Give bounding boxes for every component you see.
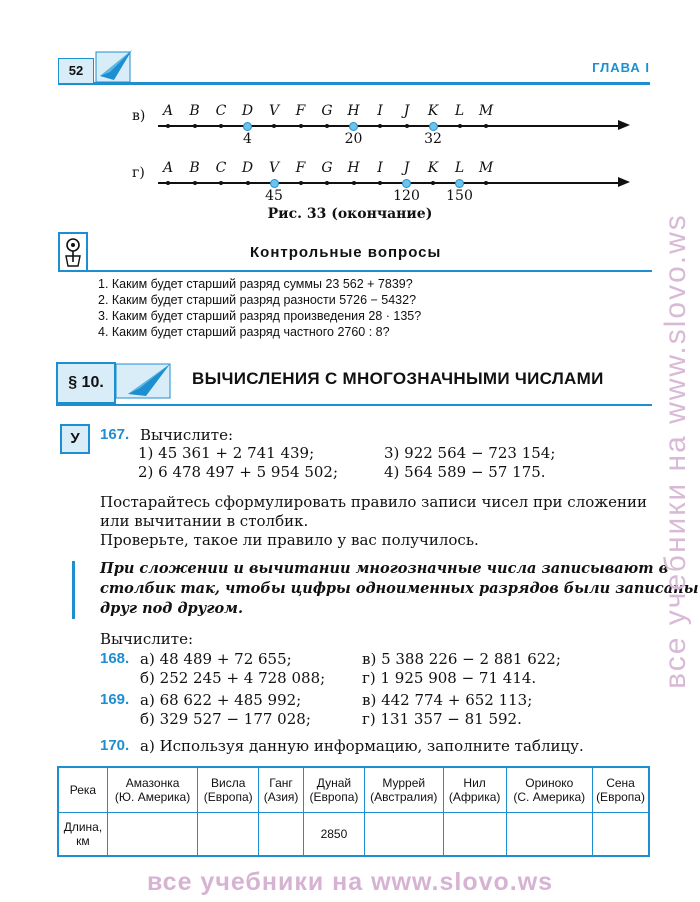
- river-name: Дунай: [316, 775, 352, 790]
- watermark-side: все учебники на www.slovo.ws: [659, 213, 692, 689]
- exercise-167-item: 1) 45 361 + 2 741 439;: [138, 444, 315, 462]
- number-line-point: [352, 181, 356, 185]
- paper-plane-icon: [114, 362, 174, 400]
- river-region: (Европа): [203, 789, 253, 804]
- compute-label: Вычислите:: [100, 630, 194, 648]
- number-line-letter: F: [295, 103, 306, 119]
- number-line-point: [378, 124, 382, 128]
- number-line-letter: M: [478, 160, 494, 176]
- number-line-point: [193, 181, 197, 185]
- number-line-point: [325, 124, 329, 128]
- river-region: (Африка): [448, 789, 501, 804]
- river-region: (Ю. Америка): [114, 789, 191, 804]
- question-1: 1. Каким будет старший разряд суммы 23 562 + 7839?: [98, 277, 413, 291]
- exercise-168-item: в) 5 388 226 − 2 881 622;: [362, 650, 561, 668]
- river-region: (Европа): [309, 789, 359, 804]
- paragraph-line: Постарайтесь сформулировать правило записи чисел при сложении: [100, 493, 647, 511]
- paragraph-line: или вычитании в столбик.: [100, 512, 309, 530]
- number-line-point: [458, 124, 462, 128]
- table-cell: [58, 767, 107, 812]
- page-number: 52: [58, 58, 94, 84]
- marked-point: [270, 179, 279, 188]
- number-line-label: в): [132, 108, 146, 124]
- paragraph-line: Проверьте, такое ли правило у вас получилось.: [100, 531, 479, 549]
- river-name: Муррей: [382, 775, 426, 790]
- number-line-letter: I: [377, 103, 383, 119]
- number-line-letter: A: [162, 160, 174, 176]
- exercise-167-item: 2) 6 478 497 + 5 954 502;: [138, 463, 339, 481]
- exercise-169-item: в) 442 774 + 652 113;: [362, 691, 533, 709]
- rivers-table: [57, 766, 650, 857]
- river-name: Амазонка: [125, 775, 180, 790]
- number-line-letter: J: [403, 160, 410, 176]
- number-line-letter: G: [321, 160, 333, 176]
- number-line-axis: [158, 182, 620, 184]
- question-2: 2. Каким будет старший разряд разности 5726 − 5432?: [98, 293, 417, 307]
- number-line-letter: H: [347, 103, 360, 119]
- exercise-167-intro: Вычислите:: [140, 426, 234, 444]
- rule-marker: [72, 561, 75, 619]
- table-cell: [259, 767, 304, 812]
- river-region: (Азия): [263, 789, 299, 804]
- exercise-168-item: б) 252 245 + 4 728 088;: [140, 669, 326, 687]
- section-title: ВЫЧИСЛЕНИЯ С МНОГОЗНАЧНЫМИ ЧИСЛАМИ: [192, 369, 604, 388]
- exercise-168-item: г) 1 925 908 − 71 414.: [362, 669, 537, 687]
- marked-point: [402, 179, 411, 188]
- number-line-point: [431, 181, 435, 185]
- exercise-167-item: 4) 564 589 − 57 175.: [384, 463, 546, 481]
- number-line-point: [378, 181, 382, 185]
- number-line-letter: H: [347, 160, 360, 176]
- marked-point: [243, 122, 252, 131]
- number-line-label: г): [132, 165, 145, 181]
- number-line-point: [325, 181, 329, 185]
- number-line-letter: D: [241, 103, 254, 119]
- table-cell: [107, 812, 197, 856]
- number-line-point: [193, 124, 197, 128]
- table-cell: [443, 767, 506, 812]
- number-line-letter: C: [215, 103, 227, 119]
- exercise-169-number: 169.: [100, 691, 130, 708]
- table-cell: [506, 812, 592, 856]
- river-region: (С. Америка): [513, 789, 586, 804]
- number-line-point: [219, 124, 223, 128]
- table-cell: [364, 812, 443, 856]
- number-line-point: [246, 181, 250, 185]
- rule-line: столбик так, чтобы цифры одноименных разрядов были записаны: [100, 580, 699, 597]
- number-line-letter: V: [268, 160, 280, 176]
- number-line-point: [405, 124, 409, 128]
- section-number: § 10.: [56, 362, 116, 404]
- number-line-letter: B: [189, 160, 200, 176]
- number-line-point: [484, 124, 488, 128]
- marked-point: [349, 122, 358, 131]
- row-label: Река: [69, 782, 97, 797]
- number-line-letter: A: [162, 103, 174, 119]
- number-line-letter: V: [268, 103, 280, 119]
- table-row: [58, 767, 649, 812]
- questions-divider: [86, 270, 652, 272]
- number-line-letter: K: [427, 160, 439, 176]
- number-line-point: [166, 124, 170, 128]
- number-line-letter: G: [321, 103, 333, 119]
- table-cell: [304, 767, 365, 812]
- point-value: 4: [243, 131, 252, 147]
- number-line-letter: C: [215, 160, 227, 176]
- number-line-arrow: [618, 177, 630, 187]
- marked-point: [455, 179, 464, 188]
- exercise-169-item: г) 131 357 − 81 592.: [362, 710, 522, 728]
- chapter-label: ГЛАВА I: [592, 60, 650, 75]
- table-cell: [198, 812, 259, 856]
- number-line-letter: L: [454, 103, 465, 119]
- row-label: км: [76, 833, 90, 848]
- table-cell: [593, 767, 649, 812]
- point-value: 45: [265, 188, 283, 204]
- number-lines: [0, 0, 700, 230]
- table-cell: [443, 812, 506, 856]
- table-cell: [198, 767, 259, 812]
- number-line-letter: D: [241, 160, 254, 176]
- rule-line: При сложении и вычитании многозначные числа записывают в: [100, 560, 669, 577]
- exercise-170-text: а) Используя данную информацию, заполните таблицу.: [140, 737, 584, 755]
- row-label: Длина,: [63, 819, 103, 834]
- point-value: 32: [424, 131, 442, 147]
- river-name: Нил: [463, 775, 486, 790]
- number-line-letter: K: [427, 103, 439, 119]
- table-cell: [364, 767, 443, 812]
- figure-caption: Рис. 33 (окончание): [267, 206, 433, 222]
- number-line-point: [219, 181, 223, 185]
- number-line-letter: M: [478, 103, 494, 119]
- section-divider: [56, 404, 652, 406]
- river-name: Ганг: [269, 775, 293, 790]
- river-region: (Европа): [596, 789, 645, 804]
- number-line-letter: L: [454, 160, 465, 176]
- control-questions-title: Контрольные вопросы: [250, 244, 442, 261]
- number-line-point: [299, 181, 303, 185]
- point-value: 20: [344, 131, 363, 147]
- table-cell: 2850: [304, 812, 365, 856]
- river-name: Ориноко: [525, 775, 574, 790]
- river-name: Сена: [606, 775, 635, 790]
- exercise-168-item: а) 48 489 + 72 655;: [140, 650, 292, 668]
- number-line-letter: F: [295, 160, 306, 176]
- question-3: 3. Каким будет старший разряд произведения 28 · 135?: [98, 309, 422, 323]
- table-cell: [107, 767, 197, 812]
- number-line-axis: [158, 125, 620, 127]
- number-line-letter: B: [189, 103, 200, 119]
- point-value: 120: [393, 188, 420, 204]
- number-line-point: [272, 124, 276, 128]
- table-cell: [259, 812, 304, 856]
- river-name: Висла: [211, 775, 246, 790]
- number-line-letter: I: [377, 160, 383, 176]
- exercise-167-number: 167.: [100, 426, 130, 443]
- number-line-letter: J: [403, 103, 410, 119]
- watermark-bottom: все учебники на www.slovo.ws: [146, 868, 554, 896]
- number-line-point: [299, 124, 303, 128]
- number-line-arrow: [618, 120, 630, 130]
- question-4: 4. Каким будет старший разряд частного 2760 : 8?: [98, 325, 390, 339]
- exercise-169-item: а) 68 622 + 485 992;: [140, 691, 302, 709]
- exercise-167-item: 3) 922 564 − 723 154;: [384, 444, 556, 462]
- number-line-point: [166, 181, 170, 185]
- number-line-point: [484, 181, 488, 185]
- flower-icon: [58, 232, 88, 272]
- table-cell: [593, 812, 649, 856]
- table-cell: [58, 812, 107, 856]
- rule-line: друг под другом.: [100, 600, 243, 617]
- table-row: [58, 812, 649, 856]
- level-badge: У: [60, 424, 90, 454]
- exercise-168-number: 168.: [100, 650, 130, 667]
- river-region: (Австралия): [370, 789, 438, 804]
- exercise-170-number: 170.: [100, 737, 130, 754]
- exercise-169-item: б) 329 527 − 177 028;: [140, 710, 311, 728]
- point-value: 150: [446, 188, 473, 204]
- table-cell: [506, 767, 592, 812]
- marked-point: [429, 122, 438, 131]
